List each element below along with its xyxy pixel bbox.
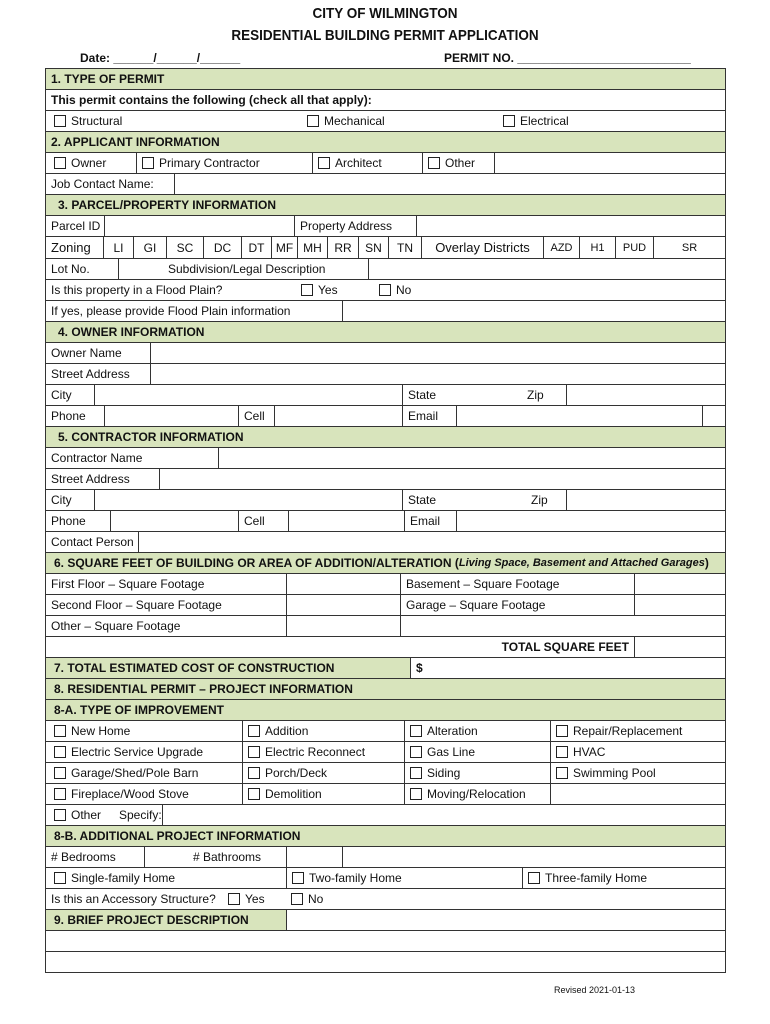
description-line-3[interactable] xyxy=(46,952,725,973)
checkbox[interactable] xyxy=(248,746,260,758)
option-label: Electric Reconnect xyxy=(265,745,366,759)
section-applicant xyxy=(46,132,725,153)
checkbox[interactable] xyxy=(248,767,260,779)
description-line-2[interactable] xyxy=(46,931,725,952)
bathrooms-label: # Bathrooms xyxy=(193,850,262,864)
description-input-3[interactable] xyxy=(46,952,725,972)
option-label: Other xyxy=(445,156,476,170)
owner-city-input[interactable] xyxy=(94,385,402,405)
section-type-of-permit xyxy=(46,69,725,90)
contractor-zip-input[interactable] xyxy=(566,490,725,510)
zoning-row xyxy=(46,237,725,259)
flood-info-input[interactable] xyxy=(342,301,725,321)
section-title-note: Living Space, Basement and Attached Garages xyxy=(458,557,705,569)
sqft-row-3 xyxy=(46,616,725,637)
flood-info-label: If yes, please provide Flood Plain information xyxy=(51,304,291,318)
option-label: Mechanical xyxy=(324,114,385,128)
basement-input[interactable] xyxy=(634,574,725,594)
option-label: New Home xyxy=(71,724,131,738)
checkbox[interactable] xyxy=(54,767,66,779)
contractor-phone-row xyxy=(46,511,725,532)
option-swimming-pool[interactable] xyxy=(550,763,725,783)
option-label: HVAC xyxy=(573,745,606,759)
contact-person-row xyxy=(46,532,725,553)
option-hvac[interactable] xyxy=(550,742,725,762)
option-label: Single-family Home xyxy=(71,871,176,885)
option-label: Moving/Relocation xyxy=(427,787,526,801)
checkbox[interactable] xyxy=(292,872,304,884)
form-title: RESIDENTIAL BUILDING PERMIT APPLICATION xyxy=(231,27,539,44)
job-contact-label: Job Contact Name: xyxy=(51,177,154,191)
checkbox[interactable] xyxy=(54,809,66,821)
option-label: Electric Service Upgrade xyxy=(71,745,204,759)
contractor-phone-label: Phone xyxy=(51,514,86,528)
owner-street-label: Street Address xyxy=(51,367,130,381)
contractor-phone-input[interactable] xyxy=(110,511,238,531)
option-label: Repair/Replacement xyxy=(573,724,683,738)
owner-zip-label: Zip xyxy=(527,388,544,402)
parcel-id-label: Parcel ID xyxy=(51,219,101,233)
section-title: 5. CONTRACTOR INFORMATION xyxy=(58,430,244,444)
improvement-row-4 xyxy=(46,784,725,805)
checkbox[interactable] xyxy=(379,284,391,296)
section-title: 1. TYPE OF PERMIT xyxy=(51,72,165,86)
option-label: Three-family Home xyxy=(545,871,648,885)
improvement-row-1 xyxy=(46,721,725,742)
total-sqft-input[interactable] xyxy=(634,637,725,657)
option-single-family[interactable] xyxy=(46,868,286,888)
improvement-row-3 xyxy=(46,763,725,784)
contact-person-input[interactable] xyxy=(138,532,725,552)
section-title-text: 6. SQUARE FEET OF BUILDING OR AREA OF ADDITION/ALTERATION ( xyxy=(54,556,459,570)
option-three-family[interactable] xyxy=(522,868,725,888)
checkbox[interactable] xyxy=(556,767,568,779)
owner-street-input[interactable] xyxy=(150,364,725,384)
checkbox[interactable] xyxy=(54,725,66,737)
permit-instructions: This permit contains the following (check all that apply): xyxy=(51,93,372,107)
overlay-sr[interactable]: SR xyxy=(653,237,725,258)
contractor-email-label: Email xyxy=(404,511,456,531)
checkbox[interactable] xyxy=(228,893,240,905)
garage-label: Garage – Square Footage xyxy=(400,595,634,615)
parcel-row xyxy=(46,216,725,237)
owner-city-label: City xyxy=(51,388,72,402)
section-project-info xyxy=(46,679,725,700)
first-floor-input[interactable] xyxy=(286,574,400,594)
checkbox[interactable] xyxy=(248,788,260,800)
first-floor-label: First Floor – Square Footage xyxy=(51,577,205,591)
second-floor-input[interactable] xyxy=(286,595,400,615)
contractor-street-row xyxy=(46,469,725,490)
owner-phone-row xyxy=(46,406,725,427)
contractor-email-input[interactable] xyxy=(456,511,725,531)
overlay-azd[interactable]: AZD xyxy=(543,237,579,258)
description-input-2[interactable] xyxy=(46,931,725,951)
checkbox[interactable] xyxy=(54,157,66,169)
checkbox[interactable] xyxy=(410,725,422,737)
flood-no-option[interactable] xyxy=(374,280,725,300)
subdivision-input[interactable] xyxy=(368,259,725,279)
option-label: No xyxy=(396,283,412,297)
checkbox[interactable] xyxy=(301,284,313,296)
checkbox[interactable] xyxy=(503,115,515,127)
section-title: 3. PARCEL/PROPERTY INFORMATION xyxy=(58,198,277,212)
option-label: Yes xyxy=(245,892,265,906)
owner-state-label: State xyxy=(402,385,522,405)
accessory-yes-option[interactable] xyxy=(228,889,286,909)
improvement-row-2 xyxy=(46,742,725,763)
lot-row xyxy=(46,259,725,280)
subdivision-label: Subdivision/Legal Description xyxy=(168,262,326,276)
blank-cell xyxy=(342,847,725,867)
specify-label: Specify: xyxy=(119,808,162,822)
checkbox[interactable] xyxy=(54,746,66,758)
option-other[interactable] xyxy=(422,153,494,173)
section-title: 9. BRIEF PROJECT DESCRIPTION xyxy=(46,910,286,930)
permit-type-options xyxy=(46,111,725,132)
specify-input[interactable] xyxy=(162,805,725,825)
date-field[interactable]: Date: ______/______/______ xyxy=(80,51,241,65)
improvement-other-row xyxy=(46,805,725,826)
overlay-h1[interactable]: H1 xyxy=(579,237,615,258)
section-title: 7. TOTAL ESTIMATED COST OF CONSTRUCTION xyxy=(54,661,335,675)
checkbox[interactable] xyxy=(556,725,568,737)
owner-street-row xyxy=(46,364,725,385)
option-label: Alteration xyxy=(427,724,478,738)
revised-date: Revised 2021-01-13 xyxy=(554,985,636,995)
option-label: Siding xyxy=(427,766,461,780)
owner-zip-input[interactable] xyxy=(566,385,725,405)
flood-yes-option[interactable] xyxy=(296,280,374,300)
bedrooms-input[interactable] xyxy=(144,847,188,867)
flood-info-row xyxy=(46,301,725,322)
garage-input[interactable] xyxy=(634,595,725,615)
section-title xyxy=(46,553,725,573)
city-title: CITY OF WILMINGTON xyxy=(312,5,458,22)
option-primary-contractor[interactable] xyxy=(136,153,312,173)
option-mechanical[interactable] xyxy=(302,111,498,131)
owner-name-input[interactable] xyxy=(150,343,725,363)
contractor-street-input[interactable] xyxy=(159,469,725,489)
flood-plain-question: Is this property in a Flood Plain? xyxy=(51,283,223,297)
option-electrical[interactable] xyxy=(498,111,725,131)
option-label: Two-family Home xyxy=(309,871,402,885)
checkbox[interactable] xyxy=(54,872,66,884)
accessory-question: Is this an Accessory Structure? xyxy=(51,892,216,906)
option-porch-deck[interactable] xyxy=(242,763,404,783)
option-label: No xyxy=(308,892,324,906)
other-sqft-input[interactable] xyxy=(286,616,400,636)
option-label: Swimming Pool xyxy=(573,766,656,780)
property-address-input[interactable] xyxy=(416,216,725,236)
cost-input[interactable]: $ xyxy=(410,658,725,678)
option-alteration[interactable] xyxy=(404,721,550,741)
accessory-row xyxy=(46,889,725,910)
checkbox[interactable] xyxy=(556,746,568,758)
option-label: Demolition xyxy=(265,787,322,801)
checkbox[interactable] xyxy=(142,157,154,169)
option-fireplace[interactable] xyxy=(46,784,242,804)
second-floor-label: Second Floor – Square Footage xyxy=(51,598,222,612)
blank-cell xyxy=(400,616,725,636)
section-title: 4. OWNER INFORMATION xyxy=(58,325,205,339)
option-demolition[interactable] xyxy=(242,784,404,804)
description-input-1[interactable] xyxy=(286,910,725,930)
section-owner xyxy=(46,322,725,343)
applicant-type-options xyxy=(46,153,725,174)
option-electric-reconnect[interactable] xyxy=(242,742,404,762)
checkbox[interactable] xyxy=(54,115,66,127)
option-addition[interactable] xyxy=(242,721,404,741)
checkbox[interactable] xyxy=(410,788,422,800)
contractor-cell-input[interactable] xyxy=(288,511,404,531)
contractor-city-label: City xyxy=(51,493,72,507)
option-label: Gas Line xyxy=(427,745,476,759)
contractor-zip-label: Zip xyxy=(531,493,548,507)
option-structural[interactable] xyxy=(46,111,302,131)
section-contractor xyxy=(46,427,725,448)
permit-instructions-row xyxy=(46,90,725,111)
owner-phone-label: Phone xyxy=(51,409,86,423)
zone-mh[interactable]: MH xyxy=(297,237,327,258)
option-label: Addition xyxy=(265,724,309,738)
section-title-end: ) xyxy=(704,556,709,570)
option-label: Structural xyxy=(71,114,123,128)
flood-plain-row xyxy=(46,280,725,301)
contractor-state-label: State xyxy=(402,490,526,510)
owner-city-row xyxy=(46,385,725,406)
blank-cell xyxy=(550,784,725,804)
lot-no-label: Lot No. xyxy=(51,262,90,276)
contractor-name-input[interactable] xyxy=(218,448,725,468)
checkbox[interactable] xyxy=(291,893,303,905)
blank-cell xyxy=(702,406,725,426)
option-label: Yes xyxy=(318,283,338,297)
option-garage-shed[interactable] xyxy=(46,763,242,783)
section-title: 8. RESIDENTIAL PERMIT – PROJECT INFORMATION xyxy=(54,682,353,696)
option-two-family[interactable] xyxy=(286,868,522,888)
checkbox[interactable] xyxy=(528,872,540,884)
option-architect[interactable] xyxy=(312,153,422,173)
section-title: 8-A. TYPE OF IMPROVEMENT xyxy=(54,703,225,717)
job-contact-input[interactable] xyxy=(174,174,406,194)
section-additional-info xyxy=(46,826,725,847)
section-description xyxy=(46,910,725,931)
zone-dc[interactable]: DC xyxy=(203,237,241,258)
lot-no-input[interactable] xyxy=(118,259,163,279)
owner-cell-input[interactable] xyxy=(274,406,402,426)
blank-cell xyxy=(494,153,725,173)
option-label: Architect xyxy=(335,156,382,170)
contact-person-label: Contact Person xyxy=(51,535,134,549)
job-contact-row xyxy=(46,174,725,195)
section-parcel xyxy=(46,195,725,216)
owner-email-label: Email xyxy=(402,406,456,426)
option-electric-service-upgrade[interactable] xyxy=(46,742,242,762)
checkbox[interactable] xyxy=(54,788,66,800)
owner-cell-label: Cell xyxy=(238,406,274,426)
contractor-city-input[interactable] xyxy=(94,490,402,510)
sqft-total-row xyxy=(46,637,725,658)
zone-mf[interactable]: MF xyxy=(271,237,297,258)
option-label: Electrical xyxy=(520,114,569,128)
zone-li[interactable]: LI xyxy=(103,237,133,258)
zone-gi[interactable]: GI xyxy=(133,237,166,258)
checkbox[interactable] xyxy=(248,725,260,737)
option-label: Other xyxy=(71,808,102,822)
section-cost xyxy=(46,658,725,679)
permit-form xyxy=(45,68,726,973)
contractor-cell-label: Cell xyxy=(238,511,288,531)
option-gas-line[interactable] xyxy=(404,742,550,762)
section-improvement-type xyxy=(46,700,725,721)
accessory-no-option[interactable] xyxy=(286,889,725,909)
option-label: Fireplace/Wood Stove xyxy=(71,787,189,801)
sqft-row-1 xyxy=(46,574,725,595)
owner-email-input[interactable] xyxy=(456,406,702,426)
contractor-city-row xyxy=(46,490,725,511)
owner-name-row xyxy=(46,343,725,364)
section-title: 8-B. ADDITIONAL PROJECT INFORMATION xyxy=(54,829,301,843)
sqft-row-2 xyxy=(46,595,725,616)
total-sqft-label: TOTAL SQUARE FEET xyxy=(501,640,629,654)
parcel-id-input[interactable] xyxy=(104,216,294,236)
option-label: Owner xyxy=(71,156,107,170)
bathrooms-input[interactable] xyxy=(286,847,342,867)
section-title: 2. APPLICANT INFORMATION xyxy=(51,135,220,149)
owner-name-label: Owner Name xyxy=(51,346,122,360)
blank-cell xyxy=(46,637,400,657)
zone-dt[interactable]: DT xyxy=(241,237,271,258)
contractor-name-label: Contractor Name xyxy=(51,451,143,465)
option-label: Garage/Shed/Pole Barn xyxy=(71,766,199,780)
blank-cell xyxy=(406,174,725,194)
option-new-home[interactable] xyxy=(46,721,242,741)
rooms-row xyxy=(46,847,725,868)
basement-label: Basement – Square Footage xyxy=(400,574,634,594)
option-repair-replacement[interactable] xyxy=(550,721,725,741)
contractor-name-row xyxy=(46,448,725,469)
owner-phone-input[interactable] xyxy=(104,406,238,426)
home-type-row xyxy=(46,868,725,889)
permit-no-field[interactable]: PERMIT NO. __________________________ xyxy=(444,51,691,65)
checkbox[interactable] xyxy=(428,157,440,169)
checkbox[interactable] xyxy=(410,746,422,758)
property-address-label: Property Address xyxy=(294,216,416,236)
option-other-improvement[interactable] xyxy=(46,805,114,825)
option-label: Porch/Deck xyxy=(265,766,328,780)
option-siding[interactable] xyxy=(404,763,550,783)
other-sqft-label: Other – Square Footage xyxy=(51,619,181,633)
checkbox[interactable] xyxy=(307,115,319,127)
option-moving-relocation[interactable] xyxy=(404,784,550,804)
overlay-pud[interactable]: PUD xyxy=(615,237,653,258)
zone-tn[interactable]: TN xyxy=(388,237,421,258)
option-owner[interactable] xyxy=(46,153,136,173)
section-square-feet xyxy=(46,553,725,574)
bedrooms-label: # Bedrooms xyxy=(51,850,116,864)
option-label: Primary Contractor xyxy=(159,156,260,170)
contractor-street-label: Street Address xyxy=(51,472,130,486)
zone-rr[interactable]: RR xyxy=(327,237,358,258)
zoning-label: Zoning xyxy=(51,240,91,255)
overlay-districts-label: Overlay Districts xyxy=(421,237,543,258)
checkbox[interactable] xyxy=(410,767,422,779)
zone-sn[interactable]: SN xyxy=(358,237,388,258)
zone-sc[interactable]: SC xyxy=(166,237,203,258)
checkbox[interactable] xyxy=(318,157,330,169)
